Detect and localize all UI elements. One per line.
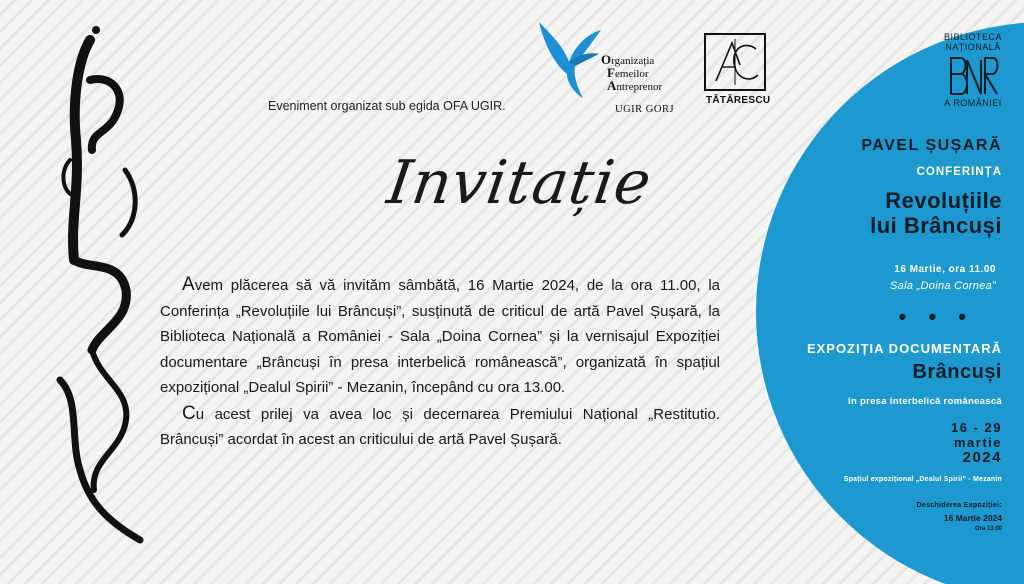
conference-label: CONFERINȚA	[916, 166, 1002, 178]
exhibition-title: Brâncuși	[912, 361, 1002, 383]
tataerescu-logo	[704, 33, 771, 109]
exhibition-subtitle: în presa interbelică românească	[848, 396, 1002, 407]
ofa-name	[601, 54, 662, 93]
opening-label: Deschiderea Expoziției:	[916, 502, 1002, 509]
tataerescu-label: TĂTĂRESCU	[706, 95, 771, 106]
exhibition-days: 16 - 29	[951, 420, 1002, 435]
invitation-title: Invitație	[383, 148, 657, 218]
drop-cap: C	[182, 402, 196, 424]
ofa-word: emeilor	[614, 68, 649, 80]
ofa-initial: A	[607, 78, 617, 93]
ofa-ugir-logo	[535, 18, 685, 115]
drop-cap: A	[182, 274, 195, 295]
exhibition-dates	[951, 420, 1002, 465]
exhibition-year: 2024	[962, 449, 1002, 466]
paragraph-text: u acest prilej va avea loc și decernarea Premiului Național „Restitutio. Brâncuși” acordat în acest an criticului de artă Pavel Șușară.	[160, 405, 720, 448]
sponsor-line: Eveniment organizat sub egida OFA UGIR.	[268, 99, 506, 113]
library-line: BIBLIOTECA	[943, 32, 1002, 42]
ofa-initial: F	[607, 65, 615, 80]
ofa-word: rganizația	[611, 55, 655, 67]
conference-date: 16 Martie, ora 11.00	[894, 264, 996, 275]
exhibition-place: Spațiul expozițional „Dealul Spirii” - Mezanin	[843, 476, 1002, 483]
ofa-word: ntreprenor	[616, 81, 663, 93]
paragraph-text: vem plăcerea să vă invităm sâmbătă, 16 Martie 2024, de la ora 11.00, la Conferința „Revoluțiile lui Brâncuși”, susținută de criticul de artă Pavel Șușară, la Biblioteca Națională a României - Sala „Doina Cornea” și la vernisajul Expoziției documentare „Brâncuși în presa interbelică românească”, organizată în spațiul expozițional „Dealul Spirii” - Mezanin, începând cu ora 13.00.	[160, 277, 720, 396]
ofa-subtitle: UGIR GORJ	[615, 104, 675, 115]
body-paragraph-2	[160, 401, 720, 453]
tataerescu-monogram-box	[704, 33, 766, 91]
exhibition-month: martie	[953, 435, 1002, 450]
bird-icon	[535, 18, 605, 100]
invitation-body	[160, 272, 720, 453]
opening-date: 16 Martie 2024	[943, 513, 1002, 523]
exhibition-label: EXPOZIȚIA DOCUMENTARĂ	[806, 341, 1002, 356]
conference-title-line: lui Brâncuși	[870, 213, 1002, 238]
national-library-logo	[938, 32, 1008, 108]
ac-monogram-icon	[706, 35, 764, 89]
library-line: A ROMÂNIEI	[944, 98, 1002, 108]
conference-title	[870, 188, 1002, 238]
speaker-name: PAVEL ȘUȘARĂ	[861, 137, 1002, 154]
library-monogram-icon	[947, 54, 999, 96]
library-line: NAȚIONALĂ	[945, 42, 1001, 52]
body-paragraph-1	[160, 272, 720, 401]
ofa-initial: O	[601, 52, 612, 67]
opening-time: Ora 13.00	[974, 526, 1002, 532]
conference-room: Sala „Doina Cornea”	[890, 280, 996, 292]
brancusi-signature-graphic	[30, 20, 170, 560]
conference-title-line: Revoluțiile	[885, 188, 1002, 213]
separator-dots: • • •	[898, 304, 974, 329]
